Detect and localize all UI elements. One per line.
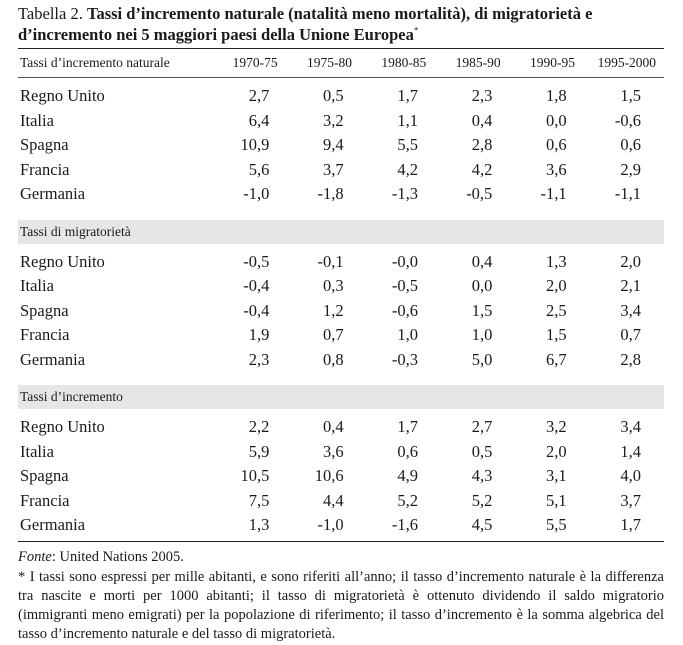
table-row — [18, 274, 664, 299]
rate-value: 3,6 — [323, 441, 344, 461]
rate-value: 5,2 — [397, 490, 418, 510]
country-name: Spagna — [20, 300, 69, 320]
rate-value: -1,0 — [243, 184, 270, 204]
rate-value: 1,4 — [620, 441, 641, 461]
rate-value: 3,4 — [620, 417, 641, 437]
rate-value: -1,1 — [614, 184, 641, 204]
rate-value: 0,4 — [323, 417, 344, 437]
table-row — [18, 158, 664, 183]
rate-value: 3,6 — [546, 159, 567, 179]
rate-value: 0,8 — [323, 349, 344, 369]
section-header-row — [18, 220, 664, 244]
rate-value: 2,2 — [248, 417, 270, 437]
caption-footnote-marker: * — [413, 25, 419, 36]
rate-value: 2,3 — [248, 349, 270, 369]
rate-value: 1,5 — [471, 300, 493, 320]
rate-value: 1,3 — [248, 515, 270, 535]
header-period: 1995-2000 — [590, 49, 664, 78]
rate-value: 5,1 — [546, 490, 567, 510]
table-row — [18, 109, 664, 134]
country-name: Italia — [20, 110, 54, 130]
table-row — [18, 84, 664, 109]
rate-value: -1,1 — [540, 184, 567, 204]
rate-value: 0,7 — [323, 325, 344, 345]
section-title: Tassi di migratorietà — [18, 220, 664, 244]
header-period: 1985-90 — [441, 49, 515, 78]
rate-value: 10,5 — [240, 466, 270, 486]
rate-value: 3,7 — [323, 159, 344, 179]
country-name: Germania — [20, 349, 86, 369]
rate-value: 0,5 — [323, 86, 344, 106]
rate-value: 0,6 — [397, 441, 418, 461]
table-caption — [18, 3, 664, 45]
rate-value: 1,2 — [323, 300, 344, 320]
country-name: Italia — [20, 441, 54, 461]
rate-value: 2,0 — [546, 441, 567, 461]
rate-value: -0,4 — [243, 300, 270, 320]
rate-value: 1,7 — [620, 515, 641, 535]
table-row — [18, 182, 664, 207]
table-row — [18, 323, 664, 348]
rate-value: 1,7 — [397, 86, 418, 106]
rate-value: 0,4 — [471, 251, 493, 271]
country-name: Italia — [20, 276, 54, 296]
rate-value: 5,6 — [248, 159, 270, 179]
rate-value: -0,5 — [466, 184, 493, 204]
rate-value: 2,7 — [248, 86, 270, 106]
rate-value: 2,0 — [546, 276, 567, 296]
rate-value: -0,3 — [391, 349, 418, 369]
rate-value: 2,0 — [620, 251, 641, 271]
source-label: Fonte — [18, 548, 52, 565]
table-row — [18, 440, 664, 465]
table-row — [18, 464, 664, 489]
rate-value: 0,7 — [620, 325, 641, 345]
caption-title: Tassi d’incremento naturale (natalità meno mortalità), di migratorietà e d’incremento nei 5 maggiori paesi della Unione Europea — [18, 4, 593, 44]
rate-value: 0,0 — [546, 110, 567, 130]
rate-value: 5,9 — [248, 441, 270, 461]
rate-value: -0,0 — [391, 251, 418, 271]
table-row — [18, 348, 664, 373]
country-name: Regno Unito — [20, 86, 105, 106]
rate-value: 1,9 — [248, 325, 270, 345]
country-name: Regno Unito — [20, 251, 105, 271]
rate-value: 2,7 — [471, 417, 493, 437]
rate-value: -1,8 — [317, 184, 344, 204]
rate-value: 3,2 — [323, 110, 344, 130]
rate-value: 0,5 — [471, 441, 493, 461]
rate-value: 4,5 — [471, 515, 493, 535]
rate-value: -1,6 — [391, 515, 418, 535]
country-name: Regno Unito — [20, 417, 105, 437]
country-name: Francia — [20, 325, 70, 345]
rate-value: 0,3 — [323, 276, 344, 296]
rate-value: 9,4 — [323, 135, 344, 155]
rate-value: 1,5 — [620, 86, 641, 106]
spacer-row — [18, 372, 664, 385]
rate-value: 3,4 — [620, 300, 641, 320]
table-body — [18, 49, 664, 538]
table-row — [18, 513, 664, 538]
source-line — [18, 548, 664, 567]
rate-value: -0,4 — [243, 276, 270, 296]
spacer-row — [18, 207, 664, 220]
section-header-row — [18, 385, 664, 409]
rate-value: 2,3 — [471, 86, 493, 106]
rate-value: 3,7 — [620, 490, 641, 510]
table-bottom-rule — [18, 541, 664, 542]
rate-value: 10,9 — [240, 135, 270, 155]
table-header-row — [18, 49, 664, 78]
table-row — [18, 489, 664, 514]
rate-value: 1,5 — [546, 325, 567, 345]
document-page — [18, 0, 664, 645]
country-name: Spagna — [20, 466, 69, 486]
country-name: Germania — [20, 184, 86, 204]
rate-value: 1,0 — [471, 325, 493, 345]
rate-value: 4,2 — [397, 159, 418, 179]
rate-value: 5,0 — [471, 349, 493, 369]
rate-value: -0,5 — [391, 276, 418, 296]
header-period: 1990-95 — [515, 49, 589, 78]
rate-value: -0,6 — [391, 300, 418, 320]
country-name: Germania — [20, 515, 86, 535]
header-period: 1975-80 — [292, 49, 366, 78]
rate-value: 2,5 — [546, 300, 567, 320]
section-title: Tassi d’incremento — [18, 385, 664, 409]
rate-value: 1,7 — [397, 417, 418, 437]
table-row — [18, 299, 664, 324]
rate-value: 4,0 — [620, 466, 641, 486]
rate-value: 1,1 — [397, 110, 418, 130]
rate-value: 5,5 — [546, 515, 567, 535]
rate-value: 0,4 — [471, 110, 493, 130]
rate-value: 4,2 — [471, 159, 493, 179]
country-name: Francia — [20, 159, 70, 179]
rate-value: 2,8 — [471, 135, 493, 155]
rate-value: -0,5 — [243, 251, 270, 271]
rate-value: 4,9 — [397, 466, 418, 486]
rate-value: 2,1 — [620, 276, 641, 296]
rate-value: 7,5 — [248, 490, 270, 510]
country-name: Francia — [20, 490, 70, 510]
rate-value: -1,0 — [317, 515, 344, 535]
rate-value: 4,4 — [323, 490, 344, 510]
rate-value: 6,4 — [248, 110, 270, 130]
rate-value: -1,3 — [391, 184, 418, 204]
rate-value: -0,6 — [614, 110, 641, 130]
rate-value: -0,1 — [317, 251, 344, 271]
rate-value: 3,1 — [546, 466, 567, 486]
rate-value: 0,0 — [471, 276, 493, 296]
rate-value: 5,2 — [471, 490, 493, 510]
rate-value: 10,6 — [314, 466, 344, 486]
rate-value: 1,3 — [546, 251, 567, 271]
rate-value: 6,7 — [546, 349, 567, 369]
header-section-label: Tassi d’incremento naturale — [18, 49, 218, 78]
rate-value: 2,9 — [620, 159, 641, 179]
footnote: * I tassi sono espressi per mille abitanti, e sono riferiti all’anno; il tasso d’incremento naturale è la differenza tra nascite e morti per 1000 abitanti; il tasso di migratorietà è ottenuto dividendo il saldo migratorio (immigranti meno emigrati) per la popolazione di riferimento; il tasso d’incremento è la somma algebrica del tasso d’incremento naturale e del tasso di migratorietà. — [18, 568, 664, 643]
header-period: 1970-75 — [218, 49, 292, 78]
table-row — [18, 250, 664, 275]
rate-value: 5,5 — [397, 135, 418, 155]
rate-value: 1,0 — [397, 325, 418, 345]
table-row — [18, 133, 664, 158]
rate-value: 3,2 — [546, 417, 567, 437]
rate-value: 0,6 — [546, 135, 567, 155]
rates-table — [18, 49, 664, 538]
source-text: : United Nations 2005. — [51, 548, 184, 565]
rate-value: 0,6 — [620, 135, 641, 155]
rate-value: 4,3 — [471, 466, 493, 486]
table-row — [18, 415, 664, 440]
header-period: 1980-85 — [367, 49, 441, 78]
caption-prefix: Tabella 2. — [18, 4, 87, 23]
rate-value: 2,8 — [620, 349, 641, 369]
country-name: Spagna — [20, 135, 69, 155]
rate-value: 1,8 — [546, 86, 567, 106]
